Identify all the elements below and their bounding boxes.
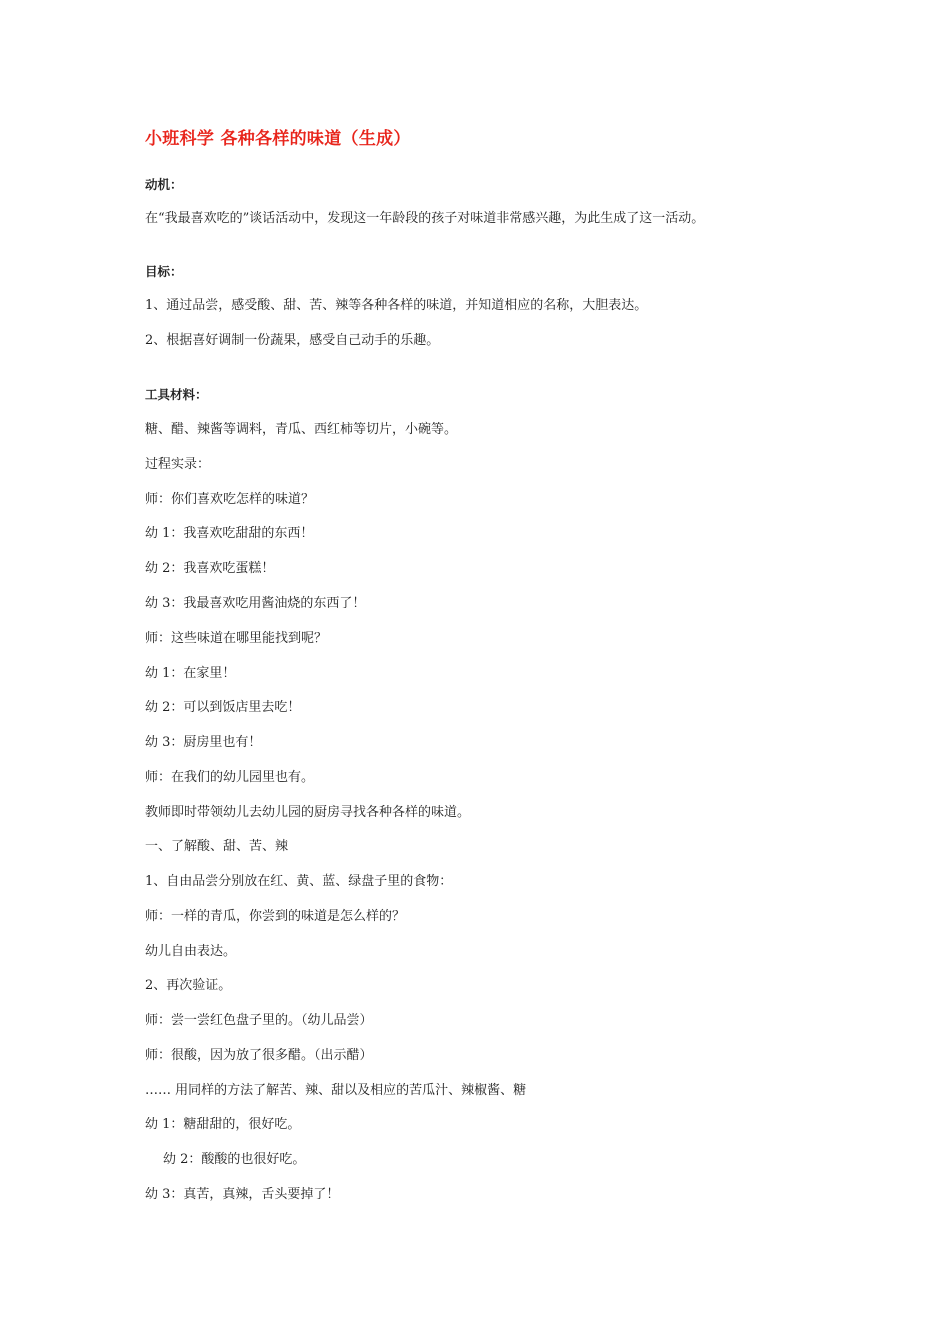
paragraph-line: 2、再次验证。 — [145, 978, 232, 993]
paragraph-line: 幼 1：在家里！ — [145, 666, 236, 681]
process-heading: 过程实录： — [145, 457, 211, 472]
paragraph-line: 师：尝一尝红色盘子里的。（幼儿品尝） — [145, 1013, 373, 1028]
section-heading: 一、了解酸、甜、苦、辣 — [145, 839, 289, 854]
paragraph-line: 幼 3：我最喜欢吃用酱油烧的东西了！ — [145, 596, 366, 611]
document-title: 小班科学 各种各样的味道（生成） — [145, 129, 411, 149]
goal-item-1: 1、通过品尝，感受酸、甜、苦、辣等各种各样的味道，并知道相应的名称，大胆表达。 — [145, 298, 648, 313]
paragraph-line: 幼 2：我喜欢吃蛋糕！ — [145, 561, 275, 576]
paragraph-line: 幼 2：酸酸的也很好吃。 — [163, 1152, 306, 1167]
materials-heading: 工具材料： — [145, 387, 208, 402]
paragraph-line: 师：一样的青瓜，你尝到的味道是怎么样的？ — [145, 909, 406, 924]
paragraph-line: 教师即时带领幼儿去幼儿园的厨房寻找各种各样的味道。 — [145, 805, 471, 820]
paragraph-line: 师：很酸，因为放了很多醋。（出示醋） — [145, 1048, 373, 1063]
goal-item-2: 2、根据喜好调制一份蔬果，感受自己动手的乐趣。 — [145, 333, 440, 348]
paragraph-line: …… 用同样的方法了解苦、辣、甜以及相应的苦瓜汁、辣椒酱、糖 — [145, 1083, 527, 1098]
motivation-heading: 动机： — [145, 177, 183, 192]
paragraph-line: 幼 3：真苦，真辣，舌头要掉了！ — [145, 1187, 340, 1202]
paragraph-line: 师：在我们的幼儿园里也有。 — [145, 770, 315, 785]
paragraph-line: 幼 2：可以到饭店里去吃！ — [145, 700, 301, 715]
paragraph-line: 幼 1：糖甜甜的，很好吃。 — [145, 1117, 301, 1132]
paragraph-line: 幼 3：厨房里也有！ — [145, 735, 262, 750]
materials-text: 糖、醋、辣酱等调料，青瓜、西红柿等切片，小碗等。 — [145, 422, 458, 437]
paragraph-line: 1、自由品尝分别放在红、黄、蓝、绿盘子里的食物： — [145, 874, 453, 889]
paragraph-line: 师：这些味道在哪里能找到呢？ — [145, 631, 328, 646]
paragraph-line: 幼 1：我喜欢吃甜甜的东西！ — [145, 526, 314, 541]
paragraph-line: 师：你们喜欢吃怎样的味道？ — [145, 492, 315, 507]
paragraph-line: 幼儿自由表达。 — [145, 944, 237, 959]
motivation-text: 在“我最喜欢吃的”谈话活动中，发现这一年龄段的孩子对味道非常感兴趣，为此生成了这一活动。 — [145, 211, 705, 226]
goals-heading: 目标： — [145, 264, 183, 279]
